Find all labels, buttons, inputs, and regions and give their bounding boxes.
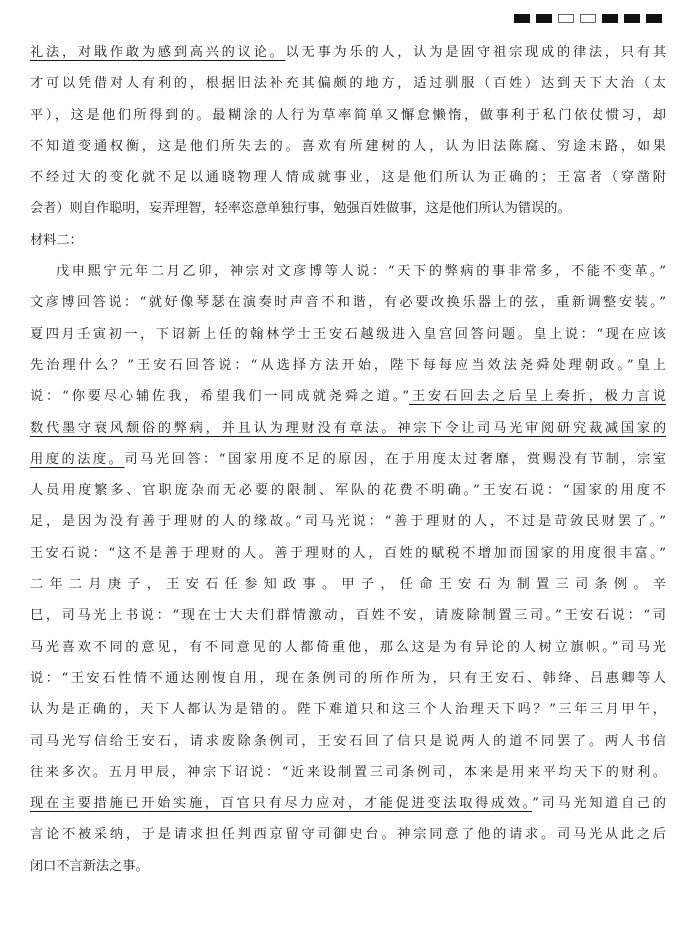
text-segment: 文彦博回答说：“就好像琴瑟在演奏时声音不和谐，有必要改换乐器上的弦，重新调整安装。” [30,295,666,311]
text-line [30,538,666,569]
text-segment: 司马光回答：“国家用度不足的原因，在于用度太过奢靡，赏赐没有节制，宗室 [124,451,666,467]
text-line [30,256,666,287]
text-line [30,663,666,694]
text-segment: 说：“王安石性情不通达刚愎自用，现在条例司的所作所为，只有王安石、韩绛、吕惠卿等人 [30,670,666,686]
underlined-text: 数代墨守衰风颓俗的弊病，并且认为理财没有章法。 [30,420,398,436]
text-segment: 巳，司马光上书说：“现在士大夫们群情激动，百姓不安，请废除制置三司。”王安石说：“司 [30,608,666,624]
text-segment: 夏四月壬寅初一，下诏新上任的翰林学士王安石越级进入皇宫回答问题。皇上说：“现在应该 [30,326,666,342]
text-line [30,37,666,68]
text-line [30,819,666,850]
text-line [30,444,666,475]
text-segment: 二年二月庚子，王安石任参知政事。甲子，任命王安石为制置三司条例。辛 [30,577,666,593]
underlined-text: 用度的法度。 [30,451,125,467]
text-line [30,757,666,788]
text-segment: 戊申熙宁元年二月乙卯，神宗对文彦博等人说：“天下的弊病的事非常多，不能不变革。” [56,264,666,280]
text-line [30,225,666,256]
text-segment: 才可以凭借对人有利的，根据旧法补充其偏颇的地方，适过驯服（百姓）达到天下大治（太 [30,76,666,92]
text-segment: 不经过大的变化就不足以通晓物理人情成就事业，这是他们所认为正确的；王富者（穿凿附 [30,170,666,186]
text-segment: ”司马光知道自己的 [532,796,666,812]
header-mark [514,14,530,23]
text-line [30,475,666,506]
text-line [30,100,666,131]
text-segment: 往来多次。五月甲辰，神宗下诏说：“近来设制置三司条例司，本来是用来平均天下的财利。 [30,764,666,780]
underlined-text: 现在主要措施已开始实施，百官只有尽力应对，才能促进变法取得成效。 [30,796,533,812]
header-marks [514,14,662,23]
text-line [30,851,666,882]
text-segment: 闭口不言新法之事。 [30,858,149,874]
header-mark [646,14,662,23]
header-mark [602,14,618,23]
text-line [30,131,666,162]
text-line [30,726,666,757]
text-segment: 王安石说：“这不是善于理财的人。善于理财的人，百姓的赋税不增加而国家的用度很丰富。” [30,545,666,561]
text-segment: 以无事为乐的人，认为是固守祖宗现成的律法，只有其 [285,45,666,60]
header-mark [558,14,574,23]
text-line [30,162,666,193]
text-segment: 先治理什么？”王安石回答说：“从选择方法开始，陛下每每应当效法尧舜处理朝政。”皇上 [30,357,666,373]
text-line [30,788,666,819]
header-mark [624,14,640,23]
document-page [30,37,666,882]
text-segment: 认为是正确的，天下人都认为是错的。陛下难道只和这三个人治理天下吗？”三年三月甲午， [30,702,666,718]
text-segment: 言论不被采纳，于是请求担任判西京留守司御史台。神宗同意了他的请求。司马光从此之后 [30,827,666,843]
text-segment: 会者）则自作聪明，妄弄理智，轻率恣意单独行事，勉强百姓做事，这是他们所认为错误的。 [30,201,571,217]
header-mark [536,14,552,23]
text-line [30,193,666,224]
text-segment: 司马光写信给王安石，请求废除条例司，王安石回了信只是说两人的道不同罢了。两人书信 [30,733,666,749]
text-line [30,569,666,600]
text-line [30,287,666,318]
text-line [30,381,666,412]
text-line [30,600,666,631]
text-line [30,632,666,663]
text-segment: 平），这是他们所得到的。最糊涂的人行为草率简单又懈怠懒惰，做事利于私门依仗惯习，却 [30,107,666,123]
underlined-text: 王安石回去之后呈上奏折，极力言说 [409,389,666,405]
text-segment: 说：“你要尽心辅佐我，希望我们一同成就尧舜之道。” [30,389,410,405]
underlined-text: 神宗下令让司马光审阅研究裁减国家的 [397,420,666,436]
text-line [30,413,666,444]
text-segment: 不知道变通权衡，这是他们所失去的。喜欢有所建树的人，认为旧法陈腐、穷途末路，如果 [30,138,666,154]
text-line [30,506,666,537]
header-mark [580,14,596,23]
text-segment: 足，是因为没有善于理财的人的缘故。”司马光说：“善于理财的人，不过是苛敛民财罢了。” [30,514,666,530]
text-line [30,319,666,350]
text-segment: 马光喜欢不同的意见，有不同意见的人都倚重他，那么这是为有异论的人树立旗帜。”司马光 [30,639,666,655]
text-segment: 材料二： [30,232,83,248]
text-line [30,68,666,99]
text-segment: 人员用度繁多、官职庞杂而无必要的限制、军队的花费不明确。”王安石说：“国家的用度不 [30,483,666,499]
text-line [30,350,666,381]
underlined-text: 礼法，对戢作敢为感到高兴的议论。 [30,45,286,60]
text-line [30,694,666,725]
